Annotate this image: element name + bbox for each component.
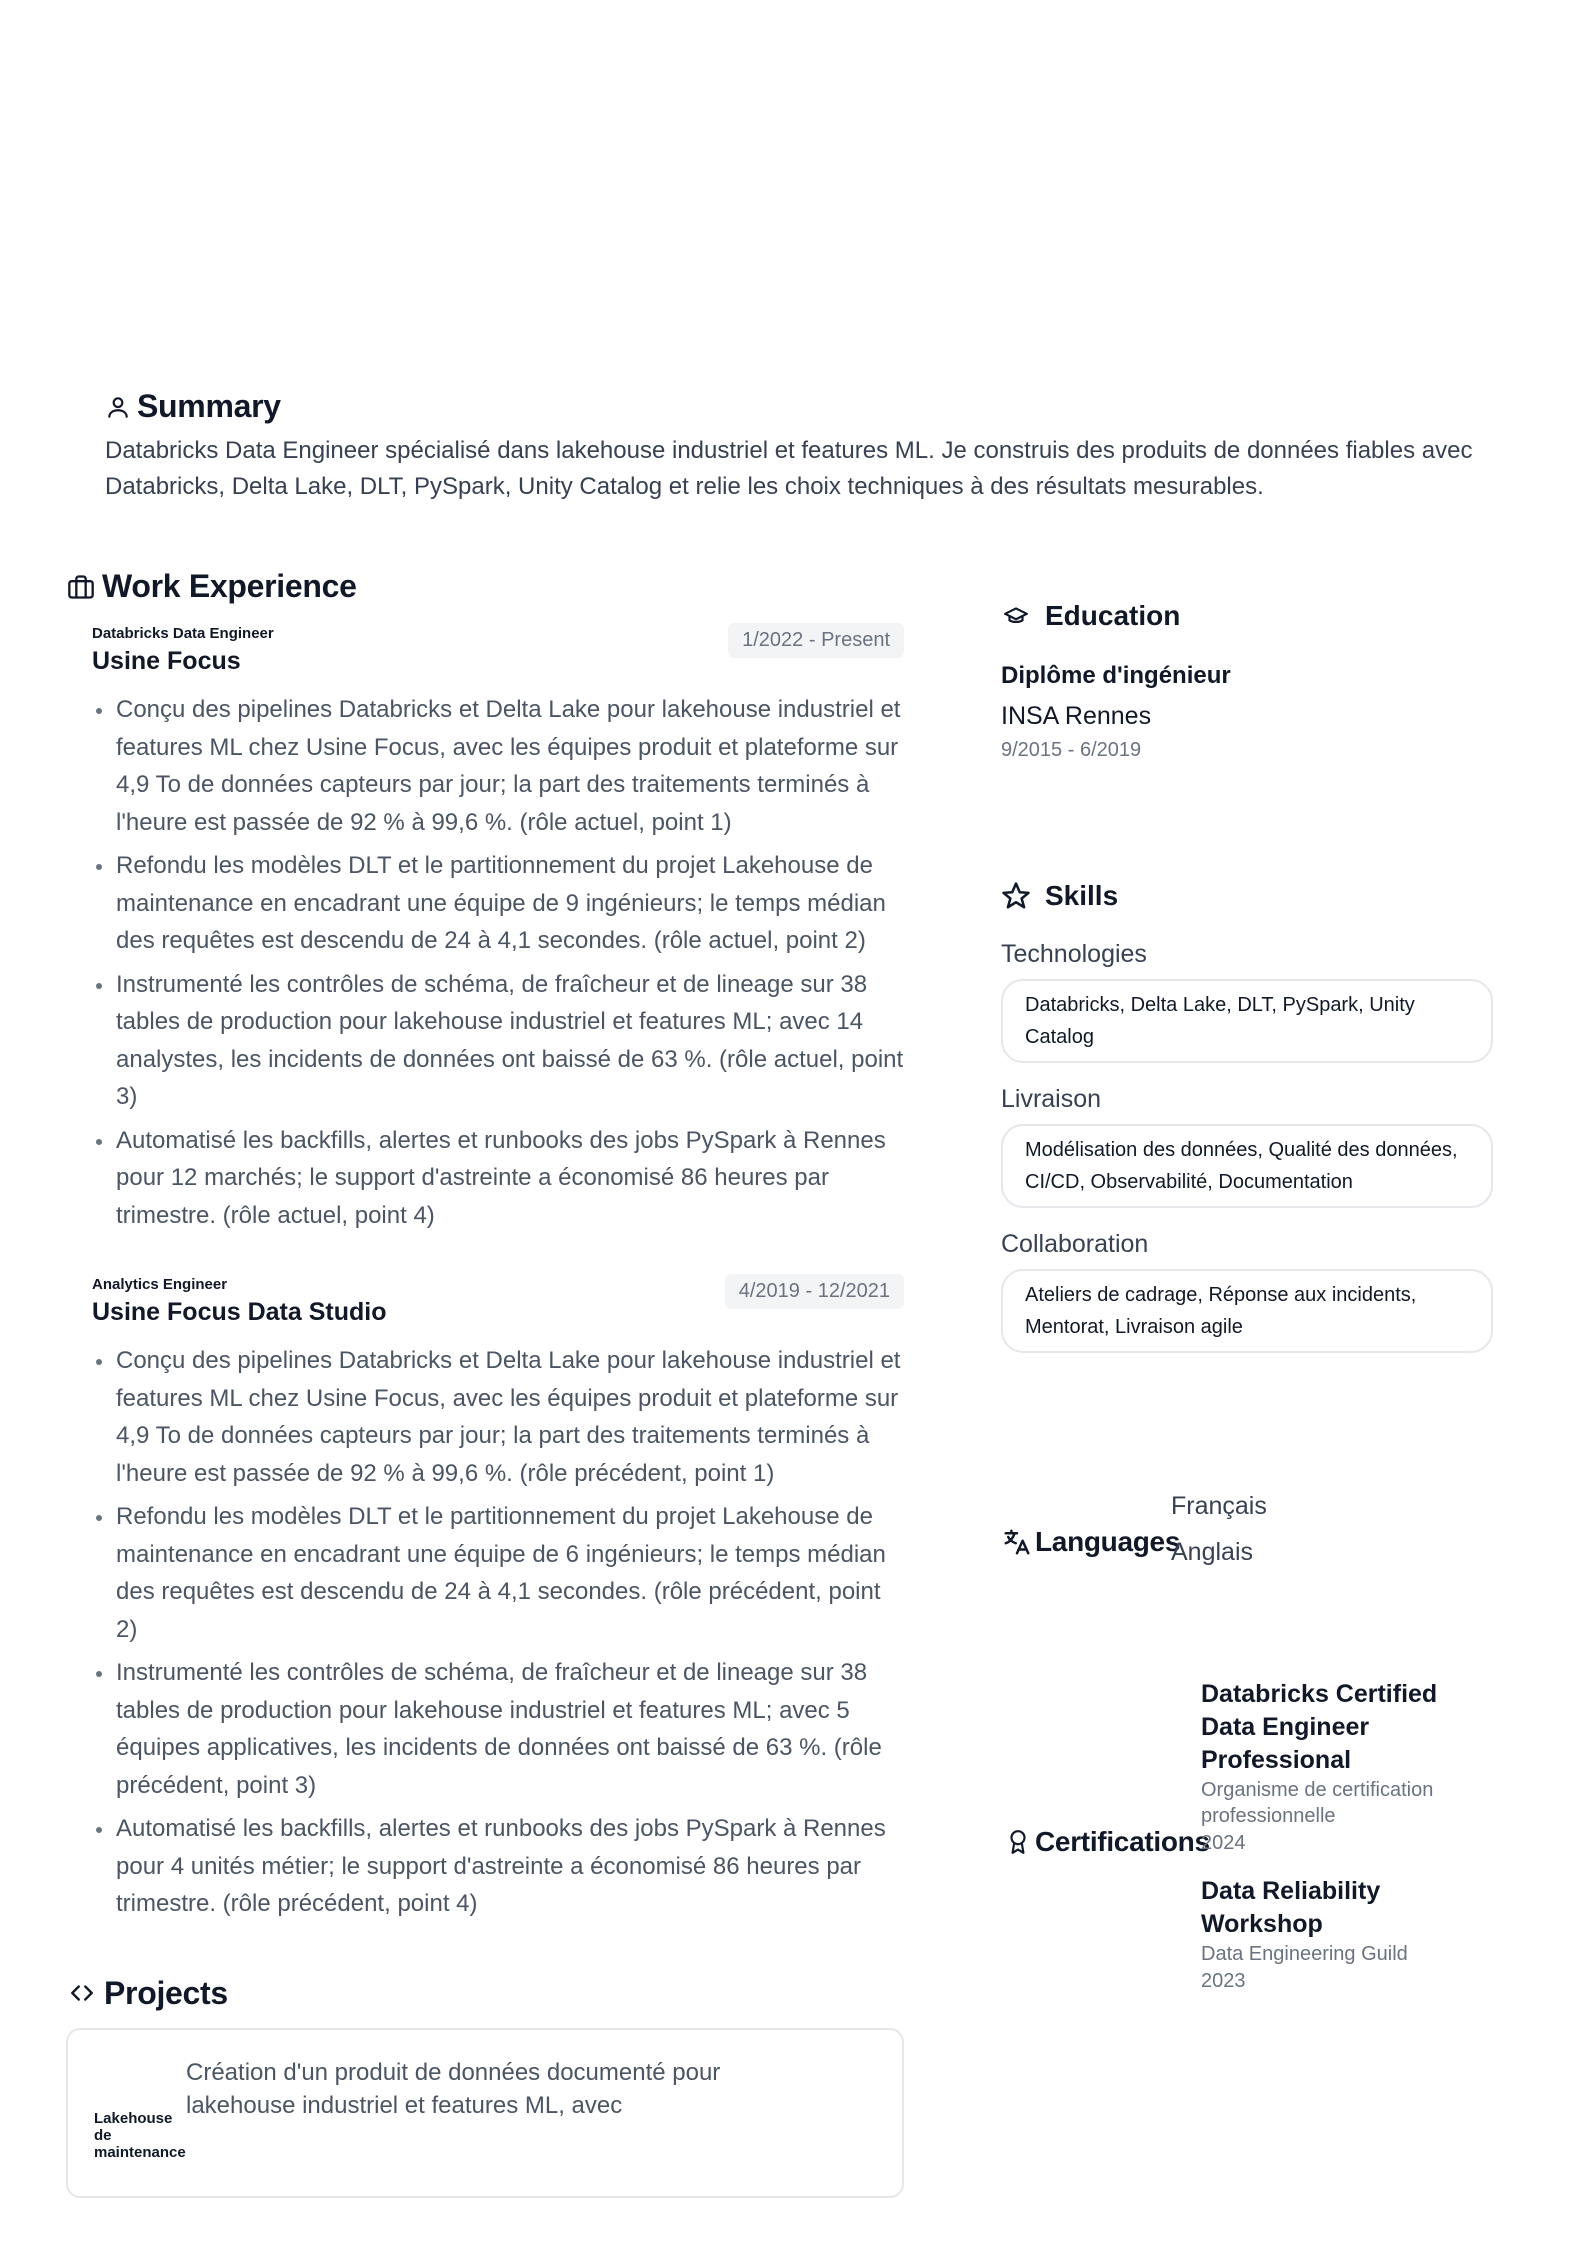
project-card [66,2028,904,2198]
job-bullet: Refondu les modèles DLT et le partitionnement du projet Lakehouse de maintenance en encadrant une équipe de 6 ingénieurs; le temps médian des requêtes est descendu de 24 à 4,1 secondes. (rôle précédent, point 2) [92,1498,904,1648]
skill-group-label: Technologies [1001,940,1147,968]
skills-heading [1001,880,1493,912]
code-icon [66,1980,98,2006]
briefcase-icon [66,573,96,601]
work-experience-heading [66,568,904,605]
languages-title: Languages [1035,1526,1181,1557]
star-icon [1001,881,1031,911]
graduation-cap-icon [1001,603,1031,629]
award-icon [1005,1827,1031,1857]
certification-year: 2023 [1201,1970,1246,1992]
certification-org: Organisme de certification professionnelle [1201,1779,1434,1827]
translate-icon [1001,1527,1033,1557]
job-entry [92,1276,904,1923]
right-column [1001,600,1493,1992]
job-company: Usine Focus Data Studio [92,1298,387,1326]
skill-group-label: Livraison [1001,1085,1102,1113]
skill-group [1001,1230,1493,1353]
job-bullets [92,1342,904,1923]
job-bullets [92,691,904,1234]
projects-title: Projects [104,1974,228,2011]
project-name: Lakehouse de maintenance [94,2109,186,2161]
languages-section [1001,1492,1493,1582]
user-icon [105,394,131,420]
projects-section [66,1975,904,2198]
job-dates: 4/2019 - 12/2021 [725,1274,904,1309]
certification-name: Databricks Certified Data Engineer Professional [1201,1680,1438,1774]
certification-name: Data Reliability Workshop [1201,1877,1381,1938]
job-title: Analytics Engineer [92,1276,228,1293]
summary-title: Summary [137,388,281,424]
certifications-title: Certifications [1035,1826,1210,1857]
certification-item [1201,1875,1491,1995]
job-bullet: Conçu des pipelines Databricks et Delta Lake pour lakehouse industriel et features ML chez Usine Focus, avec les équipes produit et plateforme sur 4,9 To de données capteurs par jour; la part des traitements terminés à l'heure est passée de 92 % à 99,6 %. (rôle actuel, point 1) [92,691,904,841]
job-company: Usine Focus [92,647,241,675]
certifications-section [1001,1678,1493,2018]
skills-section [1001,880,1493,1353]
certification-item [1201,1678,1491,1857]
language-item: Anglais [1171,1538,1253,1566]
languages-heading [1001,1526,1180,1558]
education-degree: Diplôme d'ingénieur [1001,662,1231,689]
summary-section [105,388,1515,505]
work-experience-title: Work Experience [102,568,357,604]
education-title: Education [1045,600,1181,631]
skill-group-items: Ateliers de cadrage, Réponse aux incidents, Mentorat, Livraison agile [1001,1269,1493,1353]
certification-year: 2024 [1201,1832,1246,1854]
skill-group [1001,1085,1493,1208]
skill-group-items: Modélisation des données, Qualité des données, CI/CD, Observabilité, Documentation [1001,1124,1493,1208]
projects-heading [66,1975,904,2012]
project-description: Création d'un produit de données documenté pour lakehouse industriel et features ML, avec [186,2058,721,2119]
job-dates: 1/2022 - Present [728,623,904,658]
skills-title: Skills [1045,880,1119,911]
job-title: Databricks Data Engineer [92,625,274,642]
job-bullet: Refondu les modèles DLT et le partitionnement du projet Lakehouse de maintenance en encadrant une équipe de 9 ingénieurs; le temps médian des requêtes est descendu de 24 à 4,1 secondes. (rôle actuel, point 2) [92,847,904,960]
job-bullet: Automatisé les backfills, alertes et runbooks des jobs PySpark à Rennes pour 4 unités métier; le support d'astreinte a économisé 86 heures par trimestre. (rôle précédent, point 4) [92,1810,904,1923]
education-section [1001,600,1493,762]
education-dates: 9/2015 - 6/2019 [1001,739,1142,761]
job-bullet: Instrumenté les contrôles de schéma, de fraîcheur et de lineage sur 38 tables de production pour lakehouse industriel et features ML; avec 14 analystes, les incidents de données ont baissé de 63 %. (rôle actuel, point 3) [92,966,904,1116]
skill-group-label: Collaboration [1001,1230,1149,1258]
skill-group [1001,940,1493,1063]
language-item: Français [1171,1492,1267,1520]
education-school: INSA Rennes [1001,702,1152,730]
job-bullet: Conçu des pipelines Databricks et Delta Lake pour lakehouse industriel et features ML chez Usine Focus, avec les équipes produit et plateforme sur 4,9 To de données capteurs par jour; la part des traitements terminés à l'heure est passée de 92 % à 99,6 %. (rôle précédent, point 1) [92,1342,904,1492]
summary-heading [105,388,1515,425]
job-entry [92,625,904,1234]
certification-org: Data Engineering Guild [1201,1943,1408,1965]
job-bullet: Instrumenté les contrôles de schéma, de fraîcheur et de lineage sur 38 tables de production pour lakehouse industriel et features ML; avec 5 équipes applicatives, les incidents de données ont baissé de 63 %. (rôle précédent, point 3) [92,1654,904,1804]
left-column [66,568,904,2198]
skill-group-items: Databricks, Delta Lake, DLT, PySpark, Unity Catalog [1001,979,1493,1063]
job-bullet: Automatisé les backfills, alertes et runbooks des jobs PySpark à Rennes pour 12 marchés; le support d'astreinte a économisé 86 heures par trimestre. (rôle actuel, point 4) [92,1122,904,1235]
certifications-heading [1005,1826,1210,1858]
education-heading [1001,600,1493,632]
summary-text: Databricks Data Engineer spécialisé dans lakehouse industriel et features ML. Je construis des produits de données fiables avec Databricks, Delta Lake, DLT, PySpark, Unity Catalog et relie les choix techniques à des résultats mesurables. [105,437,1473,500]
